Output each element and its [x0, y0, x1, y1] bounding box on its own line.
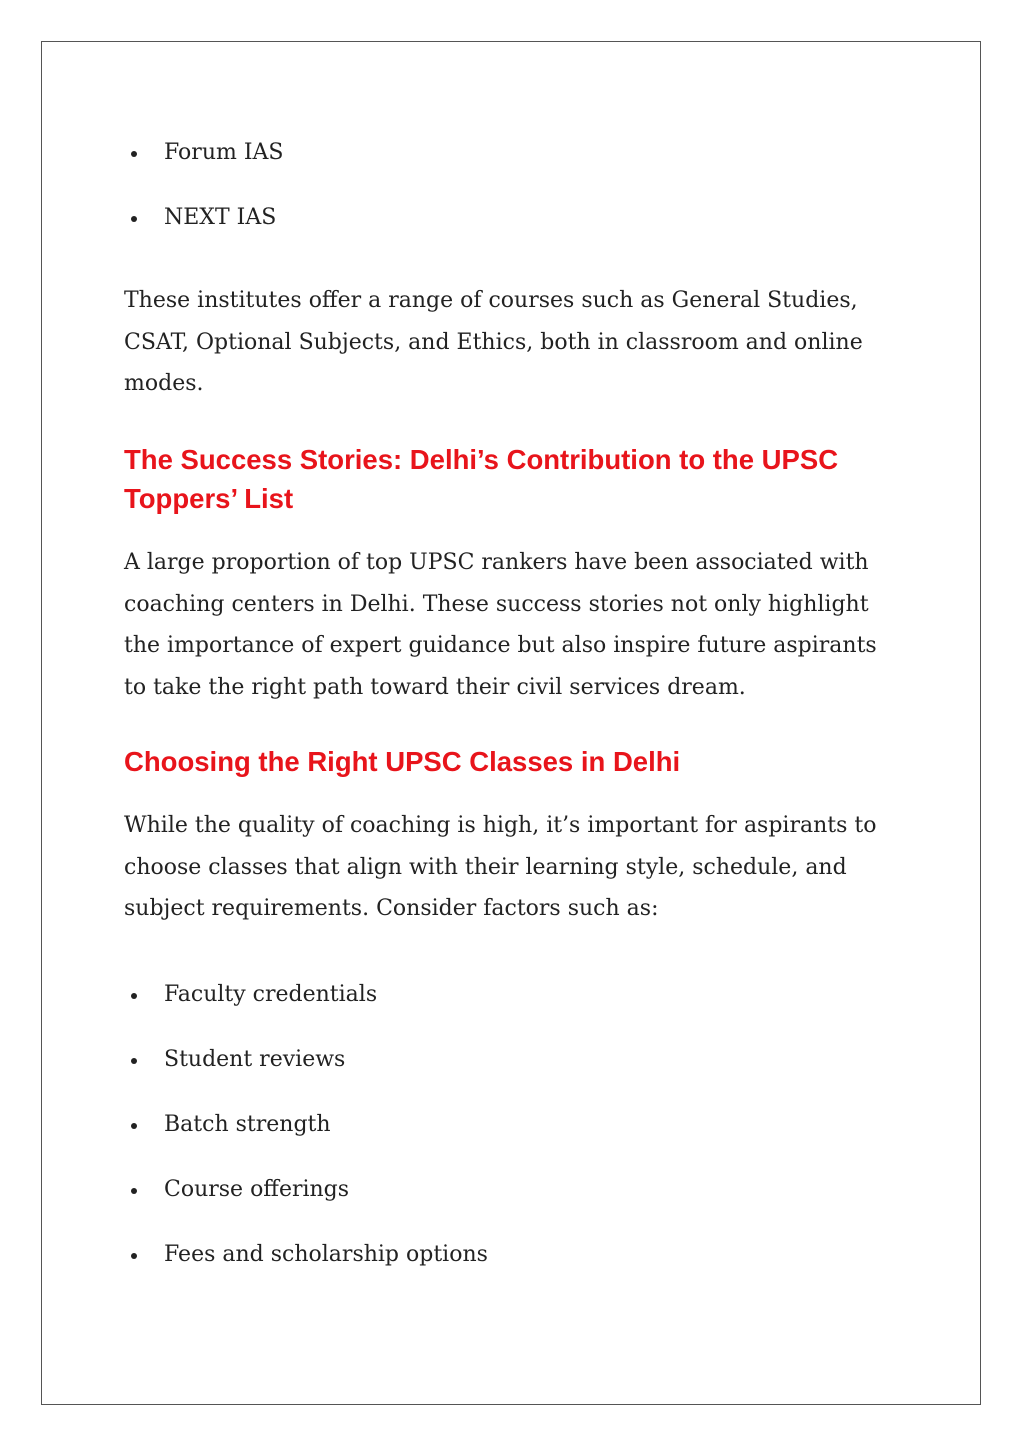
bullet-icon: [131, 1253, 137, 1259]
bullet-icon: [131, 1188, 137, 1194]
paragraph-choosing-classes: While the quality of coaching is high, it’s important for aspirants to choose classes that align with their learning style, schedule, and subject requirements. Consider factors such as:: [124, 813, 877, 921]
bullet-icon: [131, 1058, 137, 1064]
heading-choosing-classes: Choosing the Right UPSC Classes in Delhi: [124, 746, 681, 777]
heading-success-stories: The Success Stories: Delhi’s Contribution to the UPSC Toppers’ List: [124, 444, 839, 514]
bullet-icon: [131, 993, 137, 999]
bullet-icon: [131, 1123, 137, 1129]
document-page: Forum IAS NEXT IAS These institutes offer a range of courses such as General Studies, CSAT, Optional Subjects, and Ethics, both in classroom and online modes. The Success Stories: Delhi’s Contribution to the UPSC Toppers’ List A large proportion of top UPSC rankers have been associated with coaching centers in Delhi. These success stories not only highlight the importance of expert guidance but also inspire future aspirants to take the right path toward their civil services dream. Choosing the Right UPSC Classes in Delhi While the quality of coaching is high, it’s important for aspirants to choose classes that align with their learning style, schedule, and subject requirements. Consider factors such as: Faculty credentials Student reviews Batch strength Course offerings Fees and scholarship options: [41, 41, 981, 1405]
paragraph-success-stories: A large proportion of top UPSC rankers have been associated with coaching centers in Delhi. These success stories not only highlight the importance of expert guidance but also inspire future aspirants to take the right path toward their civil services dream.: [124, 550, 877, 700]
bullet-icon: [131, 216, 137, 222]
bullet-icon: [131, 151, 137, 157]
paragraph-institutes: These institutes offer a range of courses such as General Studies, CSAT, Optional Subjects, and Ethics, both in classroom and online modes.: [124, 288, 863, 396]
